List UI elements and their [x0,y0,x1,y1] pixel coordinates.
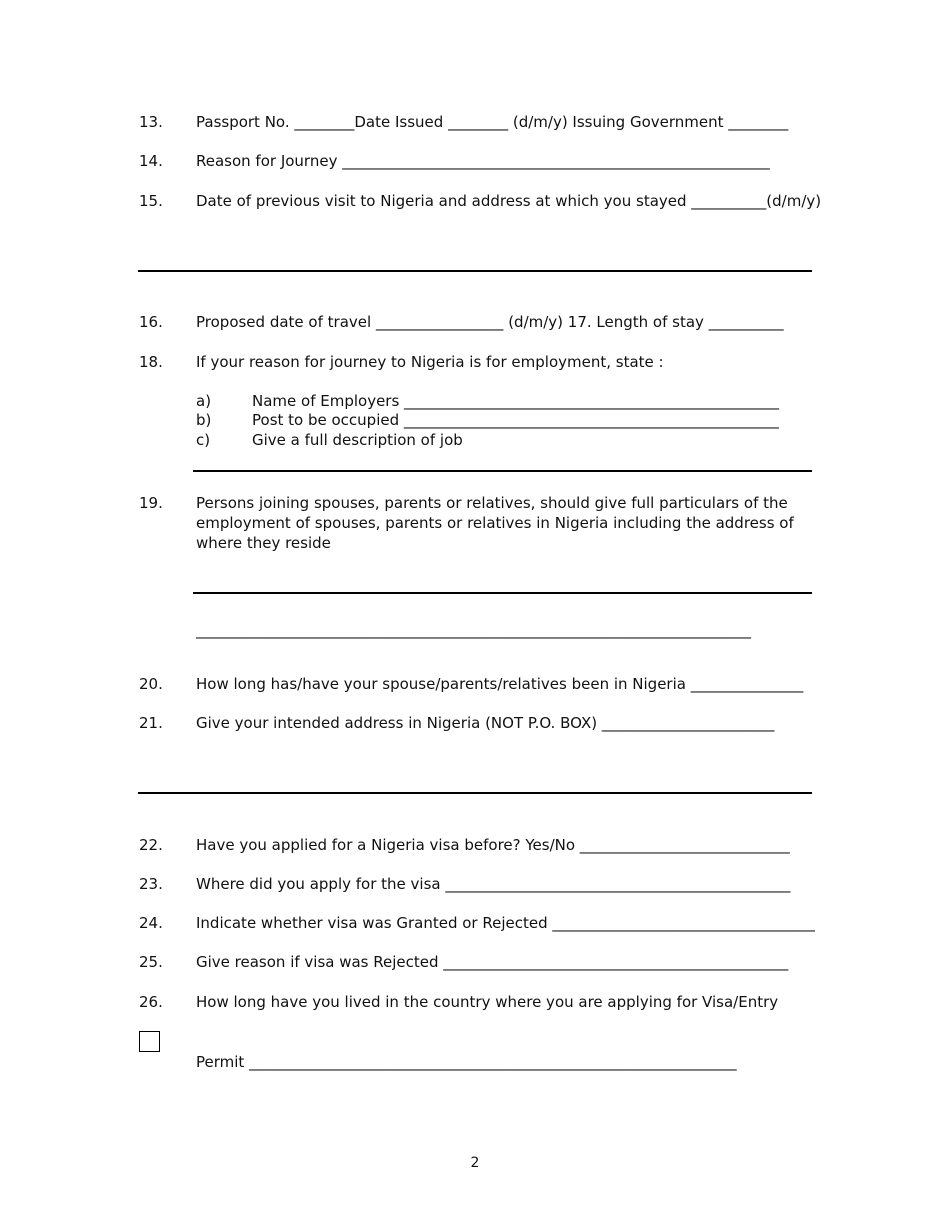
q23-number: 23. [139,875,163,893]
q19-number: 19. [139,494,163,512]
page-number: 2 [470,1155,480,1171]
q22-number: 22. [139,836,163,854]
q20-number: 20. [139,675,163,693]
q25-rejection-reason-field[interactable]: Give reason if visa was Rejected ______________________________________________ [196,953,789,971]
q24-number: 24. [139,914,163,932]
q21-answer-line[interactable] [138,792,812,794]
q18-item-b-letter: b) [196,411,212,429]
q18-number: 18. [139,353,163,371]
q14-number: 14. [139,152,163,170]
q19-blank-line[interactable]: __________________________________________________________________________ [196,621,751,639]
q22-applied-before-field[interactable]: Have you applied for a Nigeria visa before? Yes/No ____________________________ [196,836,790,854]
q13-number: 13. [139,113,163,131]
q19-answer-line[interactable] [193,592,812,594]
q18-employer-field[interactable]: Name of Employers __________________________________________________ [252,392,780,410]
q13-passport-field[interactable]: Passport No. ________Date Issued ________ (d/m/y) Issuing Government ________ [196,113,789,131]
q15-number: 15. [139,192,163,210]
q21-number: 21. [139,714,163,732]
checkbox[interactable] [139,1031,160,1052]
q25-number: 25. [139,953,163,971]
q15-answer-line[interactable] [138,270,812,272]
q18-post-field[interactable]: Post to be occupied __________________________________________________ [252,411,779,429]
q18-item-c-letter: c) [196,431,211,449]
q20-duration-field[interactable]: How long has/have your spouse/parents/relatives been in Nigeria _______________ [196,675,804,693]
q24-granted-rejected-field[interactable]: Indicate whether visa was Granted or Rejected ___________________________________ [196,914,815,932]
q19-text: Persons joining spouses, parents or relatives, should give full particulars of the employment of spouses, parents or relatives in Nigeria including the address of where they reside [196,494,794,552]
q18-item-a-letter: a) [196,392,212,410]
q16-travel-date-field[interactable]: Proposed date of travel _________________ (d/m/y) 17. Length of stay __________ [196,313,784,331]
q18-answer-line[interactable] [193,470,812,472]
q23-where-applied-field[interactable]: Where did you apply for the visa ______________________________________________ [196,875,791,893]
q26-number: 26. [139,993,163,1011]
q21-address-field[interactable]: Give your intended address in Nigeria (NOT P.O. BOX) _______________________ [196,714,775,732]
q26-text: How long have you lived in the country where you are applying for Visa/Entry [196,993,779,1011]
q16-number: 16. [139,313,163,331]
q14-reason-field[interactable]: Reason for Journey _________________________________________________________ [196,152,770,170]
q26-permit-field[interactable]: Permit _________________________________________________________________ [196,1053,737,1071]
q18-text: If your reason for journey to Nigeria is for employment, state : [196,353,664,371]
q15-previous-visit-field[interactable]: Date of previous visit to Nigeria and address at which you stayed __________(d/m/y) [196,192,822,210]
q18-job-description-label: Give a full description of job [252,431,463,449]
